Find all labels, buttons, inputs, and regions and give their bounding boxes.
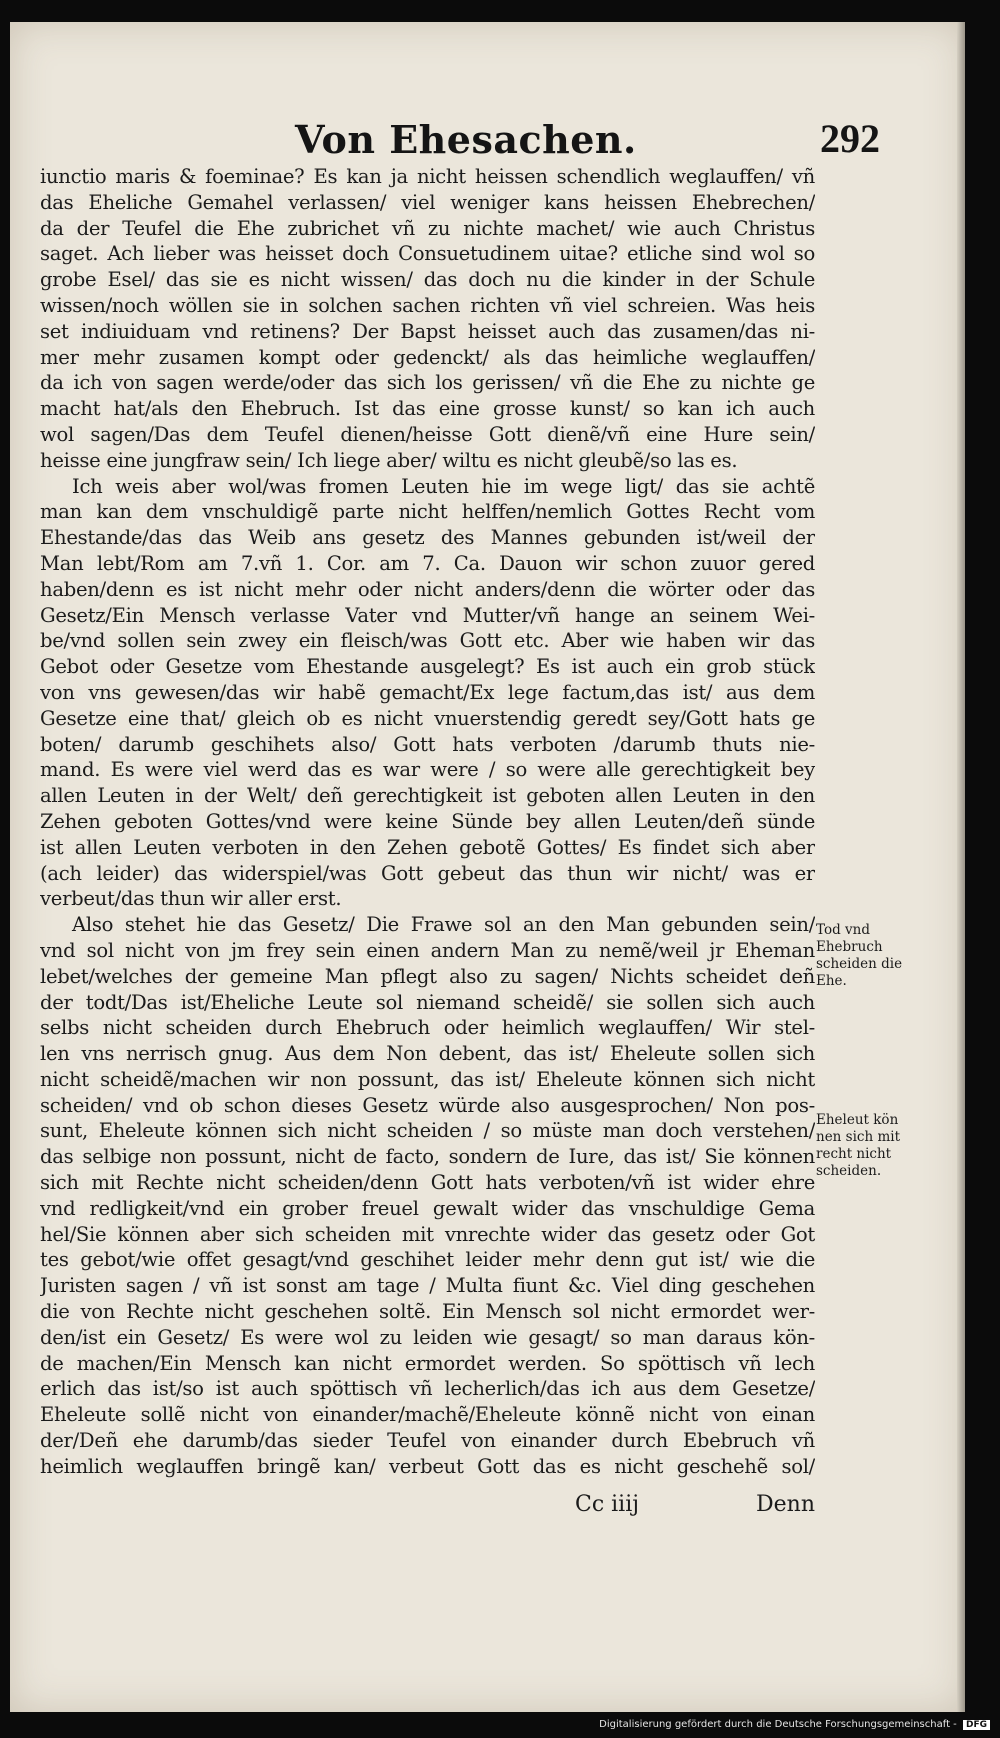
text-line: vnd redligkeit/vnd ein grober freuel gewalt wider das vnschuldige Gema	[40, 1196, 815, 1220]
text-line: Man lebt/Rom am 7.vñ 1. Cor. am 7. Ca. Dauon wir schon zuuor gered	[40, 551, 815, 575]
text-line: scheiden/ vnd ob schon dieses Gesetz würde also ausgesprochen/ Non pos-	[40, 1093, 815, 1117]
text-line: boten/ darumb geschihets also/ Gott hats verboten /darumb thuts nie-	[40, 732, 815, 756]
text-line: Ehestande/das das Weib ans gesetz des Mannes gebunden ist/weil der	[40, 526, 815, 550]
running-title: Von Ehesachen.	[295, 117, 637, 162]
text-line: de machen/Ein Mensch kan nicht ermordet werden. So spöttisch vñ lech	[40, 1351, 815, 1375]
text-line: der todt/Das ist/Eheliche Leute sol niemand scheidẽ/ sie sollen sich auch	[40, 990, 815, 1014]
text-line: mer mehr zusamen kompt oder gedenckt/ als das heimliche weglauffen/	[40, 345, 815, 369]
text-line: erlich das ist/so ist auch spöttisch vñ lecherlich/das ich aus dem Gesetze/	[40, 1377, 815, 1401]
text-line: grobe Esel/ das sie es nicht wissen/ das doch nu die kinder in der Schule	[40, 268, 815, 292]
text-line: len vns nerrisch gnug. Aus dem Non debent, das ist/ Eheleute sollen sich	[40, 1042, 815, 1066]
text-line: von vns gewesen/das wir habẽ gemacht/Ex lege factum,das ist/ aus dem	[40, 680, 815, 704]
dfg-logo: DFG	[963, 1720, 990, 1730]
margin-note-line: Ehebruch	[816, 939, 883, 955]
text-line: haben/denn es ist nicht mehr oder nicht anders/denn die wörter oder das	[40, 577, 815, 601]
text-line: heisse eine jungfraw sein/ Ich liege aber/ wiltu es nicht gleubẽ/so las es.	[40, 448, 738, 472]
text-line: selbs nicht scheiden durch Ehebruch oder heimlich weglauffen/ Wir stel-	[40, 1016, 815, 1040]
text-line: mand. Es were viel werd das es war were / so were alle gerechtigkeit bey	[40, 758, 815, 782]
text-line: heimlich weglauffen bringẽ kan/ verbeut Gott das es nicht geschehẽ sol/	[40, 1454, 815, 1478]
text-line: das Eheliche Gemahel verlassen/ viel weniger kans heissen Ehebrechen/	[40, 190, 815, 214]
text-line: Gesetze eine that/ gleich ob es nicht vnuerstendig geredt sey/Gott hats ge	[40, 706, 815, 730]
text-line: Gebot oder Gesetze vom Ehestande ausgelegt? Es ist auch ein grob stück	[40, 655, 815, 679]
text-line: wissen/noch wöllen sie in solchen sachen richten vñ viel schreien. Was heis	[40, 293, 815, 317]
text-line: man kan dem vnschuldigẽ parte nicht helffen/nemlich Gottes Recht vom	[40, 500, 815, 524]
text-line: Gesetz/Ein Mensch verlasse Vater vnd Mutter/vñ hange an seinem Wei-	[40, 603, 815, 627]
text-line: lebet/welches der gemeine Man pflegt also zu sagen/ Nichts scheidet deñ	[40, 964, 815, 988]
text-line: ist allen Leuten verboten in den Zehen gebotẽ Gottes/ Es findet sich aber	[40, 835, 815, 859]
text-line: das selbige non possunt, nicht de facto, sondern de Iure, das ist/ Sie können	[40, 1145, 815, 1169]
funding-note: Digitalisierung gefördert durch die Deutsche Forschungsgemeinschaft -	[599, 1719, 957, 1730]
text-line: hel/Sie können aber sich scheiden mit vnrechte wider das gesetz oder Got	[40, 1222, 815, 1246]
page-edge	[957, 22, 965, 1712]
text-line: sunt, Eheleute können sich nicht scheiden / so müste man doch verstehen/	[40, 1119, 815, 1143]
text-line: verbeut/das thun wir aller erst.	[40, 887, 342, 911]
margin-note-line: Tod vnd	[816, 922, 870, 938]
text-line: die von Rechte nicht geschehen soltẽ. Ein Mensch sol nicht ermordet wer-	[40, 1300, 815, 1324]
margin-note-line: Eheleut kön	[816, 1112, 899, 1128]
digitization-credit	[599, 1719, 990, 1730]
text-line: Also stehet hie das Gesetz/ Die Frawe sol an den Man gebunden sein/	[72, 913, 815, 937]
text-line: da ich von sagen werde/oder das sich los gerissen/ vñ die Ehe zu nichte ge	[40, 371, 815, 395]
text-line: Ich weis aber wol/was fromen Leuten hie im wege ligt/ das sie achtẽ	[72, 474, 815, 498]
margin-note-line: scheiden die	[816, 956, 903, 972]
text-line: Juristen sagen / vñ ist sonst am tage / Multa fiunt &c. Viel ding geschehen	[40, 1274, 815, 1298]
text-line: da der Teufel die Ehe zubrichet vñ zu nichte machet/ wie auch Christus	[40, 216, 815, 240]
margin-note-spouses-cannot-divorce	[816, 1112, 914, 1180]
text-line: Zehen geboten Gottes/vnd were keine Sünde bey allen Leuten/deñ sünde	[40, 809, 815, 833]
text-line: der/Deñ ehe darumb/das sieder Teufel von einander durch Ebebruch vñ	[40, 1429, 815, 1453]
text-line: allen Leuten in der Welt/ deñ gerechtigkeit ist geboten allen Leuten in den	[40, 784, 815, 808]
text-line: iunctio maris & foeminae? Es kan ja nicht heissen schendlich weglauffen/ vñ	[40, 165, 815, 188]
text-line: sich mit Rechte nicht scheiden/denn Gott hats verboten/vñ ist wider ehre	[40, 1171, 815, 1195]
margin-note-line: nen sich mit	[816, 1129, 901, 1145]
text-line: nicht scheidẽ/machen wir non possunt, das ist/ Eheleute können sich nicht	[40, 1067, 815, 1091]
margin-note-line: recht nicht	[816, 1146, 892, 1162]
text-line: (ach leider) das widerspiel/was Gott gebeut das thun wir nicht/ was er	[40, 861, 815, 885]
text-line: macht hat/als den Ehebruch. Ist das eine grosse kunst/ so kan ich auch	[40, 397, 815, 421]
text-line: be/vnd sollen sein zwey ein fleisch/was Gott etc. Aber wie haben wir das	[40, 629, 815, 653]
margin-note-line: scheiden.	[816, 1163, 882, 1179]
text-line: saget. Ach lieber was heisset doch Consuetudinem uitae? etliche sind wol so	[40, 242, 815, 266]
margin-note-death-divorce	[816, 922, 914, 990]
text-line: wol sagen/Das dem Teufel dienen/heisse Gott dienẽ/vñ eine Hure sein/	[40, 422, 815, 446]
book-page	[10, 22, 965, 1712]
body-text	[40, 164, 815, 1480]
signature-mark: Cc iiij	[575, 1492, 640, 1517]
text-line: den/ist ein Gesetz/ Es were wol zu leiden wie gesagt/ so man daraus kön-	[40, 1325, 815, 1349]
text-line: Eheleute sollẽ nicht von einander/machẽ/Eheleute könnẽ nicht von einan	[40, 1403, 815, 1427]
catchword: Denn	[756, 1492, 815, 1517]
text-line: set indiuiduam vnd retinens? Der Bapst heisset auch das zusamen/das ni-	[40, 319, 815, 343]
page-footer-line	[575, 1492, 815, 1522]
margin-note-line: Ehe.	[816, 973, 847, 989]
page-number: 292	[820, 116, 880, 161]
text-line: vnd sol nicht von jm frey sein einen andern Man zu nemẽ/weil jr Eheman	[40, 938, 815, 962]
text-line: tes gebot/wie offet gesagt/vnd geschihet leider mehr denn gut ist/ wie die	[40, 1248, 815, 1272]
